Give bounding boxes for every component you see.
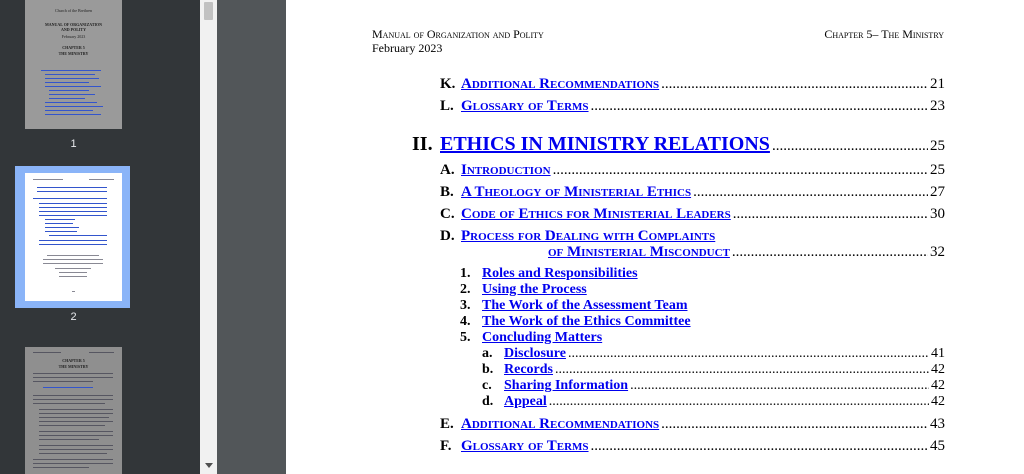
thumb-line [39, 421, 113, 422]
thumb-line [43, 387, 93, 388]
thumb-line [33, 459, 113, 460]
thumb-line [39, 445, 113, 446]
running-header-left [372, 27, 544, 55]
scroll-down-arrow-icon[interactable] [205, 463, 213, 468]
thumb-line [39, 211, 107, 212]
toc-link-additional-recommendations[interactable]: Additional Recommendations [461, 76, 660, 92]
leader-dots [732, 244, 928, 261]
toc-subsubentry [482, 346, 945, 362]
toc-link-ethics-committee[interactable]: The Work of the Ethics Committee [482, 314, 691, 329]
thumb-line [33, 377, 113, 378]
leader-dots [661, 416, 928, 433]
toc-link-roles-and-responsibilities[interactable]: Roles and Responsibilities [482, 266, 638, 281]
thumb-line [33, 399, 113, 400]
toc-page-number: 23 [930, 98, 945, 114]
thumb-line [37, 191, 107, 192]
thumb-text: MANUAL OF ORGANIZATION [44, 22, 103, 27]
toc-subentry-label: 5. [460, 330, 471, 345]
thumb-line [59, 276, 87, 277]
thumb-line [39, 244, 107, 245]
toc-page-number: 30 [930, 206, 945, 222]
thumb-line [45, 223, 73, 224]
page-thumbnail-2[interactable] [25, 173, 122, 301]
toc-subentry-label: 2. [460, 282, 471, 297]
toc-page-number: 42 [931, 362, 945, 377]
thumb-line [59, 272, 87, 273]
toc-entry [440, 162, 945, 182]
toc-entry-label: A. [440, 162, 455, 178]
toc-subentry [460, 266, 638, 282]
running-header-right: Chapter 5– The Ministry [824, 27, 944, 41]
thumb-line [47, 255, 99, 256]
thumb-line [45, 219, 75, 220]
page-thumbnail-1[interactable] [25, 0, 122, 129]
toc-page-number: 25 [930, 162, 945, 178]
leader-dots [772, 138, 928, 155]
leader-dots [661, 76, 928, 93]
thumb-line [39, 417, 109, 418]
header-date: February 2023 [372, 41, 443, 55]
thumb-line [39, 409, 113, 410]
thumb-text: THE MINISTRY [58, 364, 89, 369]
thumb-line [55, 268, 91, 269]
sidebar-scrollbar[interactable] [200, 0, 217, 474]
thumb-line [45, 82, 89, 83]
toc-subsubentry-label: a. [482, 346, 493, 361]
thumb-line [45, 106, 103, 107]
toc-section-label: II. [412, 133, 433, 155]
leader-dots [568, 346, 929, 362]
toc-link-ministerial-misconduct[interactable]: of Ministerial Misconduct [548, 244, 730, 260]
toc-link-additional-recommendations-2[interactable]: Additional Recommendations [461, 416, 660, 432]
toc-link-assessment-team[interactable]: The Work of the Assessment Team [482, 298, 688, 313]
toc-link-appeal[interactable]: Appeal [504, 394, 547, 409]
thumb-line [33, 179, 63, 180]
toc-link-ethics-in-ministry-relations[interactable]: ETHICS IN MINISTRY RELATIONS [440, 133, 770, 155]
thumb-line [45, 227, 79, 228]
toc-page-number: 42 [931, 378, 945, 393]
toc-page-number: 41 [931, 346, 945, 361]
page-thumbnail-3[interactable] [25, 347, 122, 474]
thumb-line [37, 187, 107, 188]
toc-entry [440, 416, 945, 436]
thumb-text: CHAPTER 5 [62, 45, 85, 50]
scrollbar-thumb[interactable] [204, 2, 213, 20]
thumb-line [43, 263, 103, 264]
thumb-line [45, 102, 97, 103]
toc-subsubentry [482, 394, 945, 410]
leader-dots [553, 162, 928, 179]
toc-subentry [460, 298, 687, 314]
thumb-line [49, 90, 89, 91]
toc-entry-label: L. [440, 98, 454, 114]
thumb-line [33, 373, 113, 374]
thumbnail-page-number: 1 [70, 138, 77, 150]
thumb-line [45, 231, 77, 232]
thumb-line [45, 74, 95, 75]
leader-dots [693, 184, 928, 201]
toc-page-number: 45 [930, 438, 945, 454]
toc-link-glossary-of-terms[interactable]: Glossary of Terms [461, 98, 589, 114]
toc-link-sharing-information[interactable]: Sharing Information [504, 378, 629, 393]
thumb-line [49, 98, 85, 99]
thumb-line [39, 203, 107, 204]
toc-link-concluding-matters[interactable]: Concluding Matters [482, 330, 603, 345]
toc-page-number: 21 [930, 76, 945, 92]
toc-subentry [460, 314, 691, 330]
thumb-line [33, 198, 107, 199]
thumb-line [89, 352, 114, 353]
thumb-line [43, 259, 103, 260]
thumb-line [33, 352, 61, 353]
toc-link-disclosure[interactable]: Disclosure [504, 346, 566, 361]
thumb-line [39, 453, 107, 454]
toc-section-heading [412, 133, 945, 156]
thumb-line [39, 431, 113, 432]
thumb-line [39, 439, 99, 440]
toc-subentry-label: 1. [460, 266, 471, 281]
thumb-line [39, 207, 107, 208]
toc-subentry [460, 330, 602, 346]
thumb-line [49, 94, 95, 95]
leader-dots [555, 362, 929, 378]
toc-subsubentry-label: c. [482, 378, 492, 393]
thumb-line [33, 463, 113, 464]
toc-entry [440, 98, 945, 118]
toc-link-records[interactable]: Records [504, 362, 553, 377]
toc-link-introduction[interactable]: Introduction [461, 162, 551, 178]
toc-link-process-for-complaints[interactable]: Process for Dealing with Complaints [461, 228, 716, 244]
thumb-text: THE MINISTRY [58, 51, 89, 56]
toc-link-code-of-ethics[interactable]: Code of Ethics for Ministerial Leaders [461, 206, 731, 222]
toc-entry-label: E. [440, 416, 454, 432]
toc-subentry-label: 4. [460, 314, 471, 329]
thumbnail-page-number: 2 [70, 311, 77, 323]
toc-entry-label: F. [440, 438, 452, 454]
toc-link-glossary-of-terms-2[interactable]: Glossary of Terms [461, 438, 589, 454]
toc-subsubentry [482, 362, 945, 378]
toc-link-using-the-process[interactable]: Using the Process [482, 282, 587, 297]
leader-dots [591, 438, 928, 455]
thumb-line [39, 449, 113, 450]
toc-subentry [460, 282, 587, 298]
thumb-line [72, 291, 75, 292]
thumb-line [45, 78, 99, 79]
thumb-text: February 2023 [61, 34, 86, 39]
toc-page-number: 27 [930, 184, 945, 200]
toc-entry-label: C. [440, 206, 455, 222]
leader-dots [630, 378, 929, 394]
leader-dots [733, 206, 928, 223]
toc-page-number: 32 [930, 244, 945, 260]
thumb-line [45, 110, 93, 111]
thumb-line [33, 403, 105, 404]
toc-entry [440, 184, 945, 204]
thumb-line [89, 179, 114, 180]
toc-entry [440, 76, 945, 96]
thumb-line [39, 240, 107, 241]
thumb-line [41, 70, 101, 71]
header-manual-title: Manual of Organization and Polity [372, 27, 544, 41]
toc-page-number: 25 [930, 138, 945, 154]
toc-subsubentry-label: d. [482, 394, 494, 409]
leader-dots [591, 98, 928, 115]
thumb-text: AND POLITY [60, 27, 86, 32]
leader-dots [549, 394, 929, 410]
thumb-line [33, 381, 93, 382]
toc-subentry-label: 3. [460, 298, 471, 313]
thumbnail-sidebar [0, 0, 217, 474]
thumb-line [39, 215, 107, 216]
thumb-line [39, 413, 113, 414]
toc-entry [440, 438, 945, 458]
thumb-line [39, 435, 113, 436]
toc-entry [440, 206, 945, 226]
thumb-line [33, 395, 113, 396]
toc-page-number: 43 [930, 416, 945, 432]
thumb-line [45, 114, 101, 115]
toc-subsubentry-label: b. [482, 362, 494, 377]
document-page [286, 0, 1024, 474]
toc-page-number: 42 [931, 394, 945, 409]
thumb-text: Church of the Brethren [55, 8, 92, 13]
toc-link-theology-of-ministerial-ethics[interactable]: A Theology of Ministerial Ethics [461, 184, 692, 200]
thumb-line [45, 86, 101, 87]
toc-entry-label: D. [440, 228, 455, 244]
toc-entry-label: K. [440, 76, 456, 92]
thumb-line [39, 425, 105, 426]
toc-entry-continuation [510, 244, 945, 261]
toc-entry-label: B. [440, 184, 454, 200]
toc-subsubentry [482, 378, 945, 394]
thumb-line [33, 467, 89, 468]
thumb-line [49, 235, 107, 236]
thumb-text: CHAPTER 5 [62, 358, 85, 363]
